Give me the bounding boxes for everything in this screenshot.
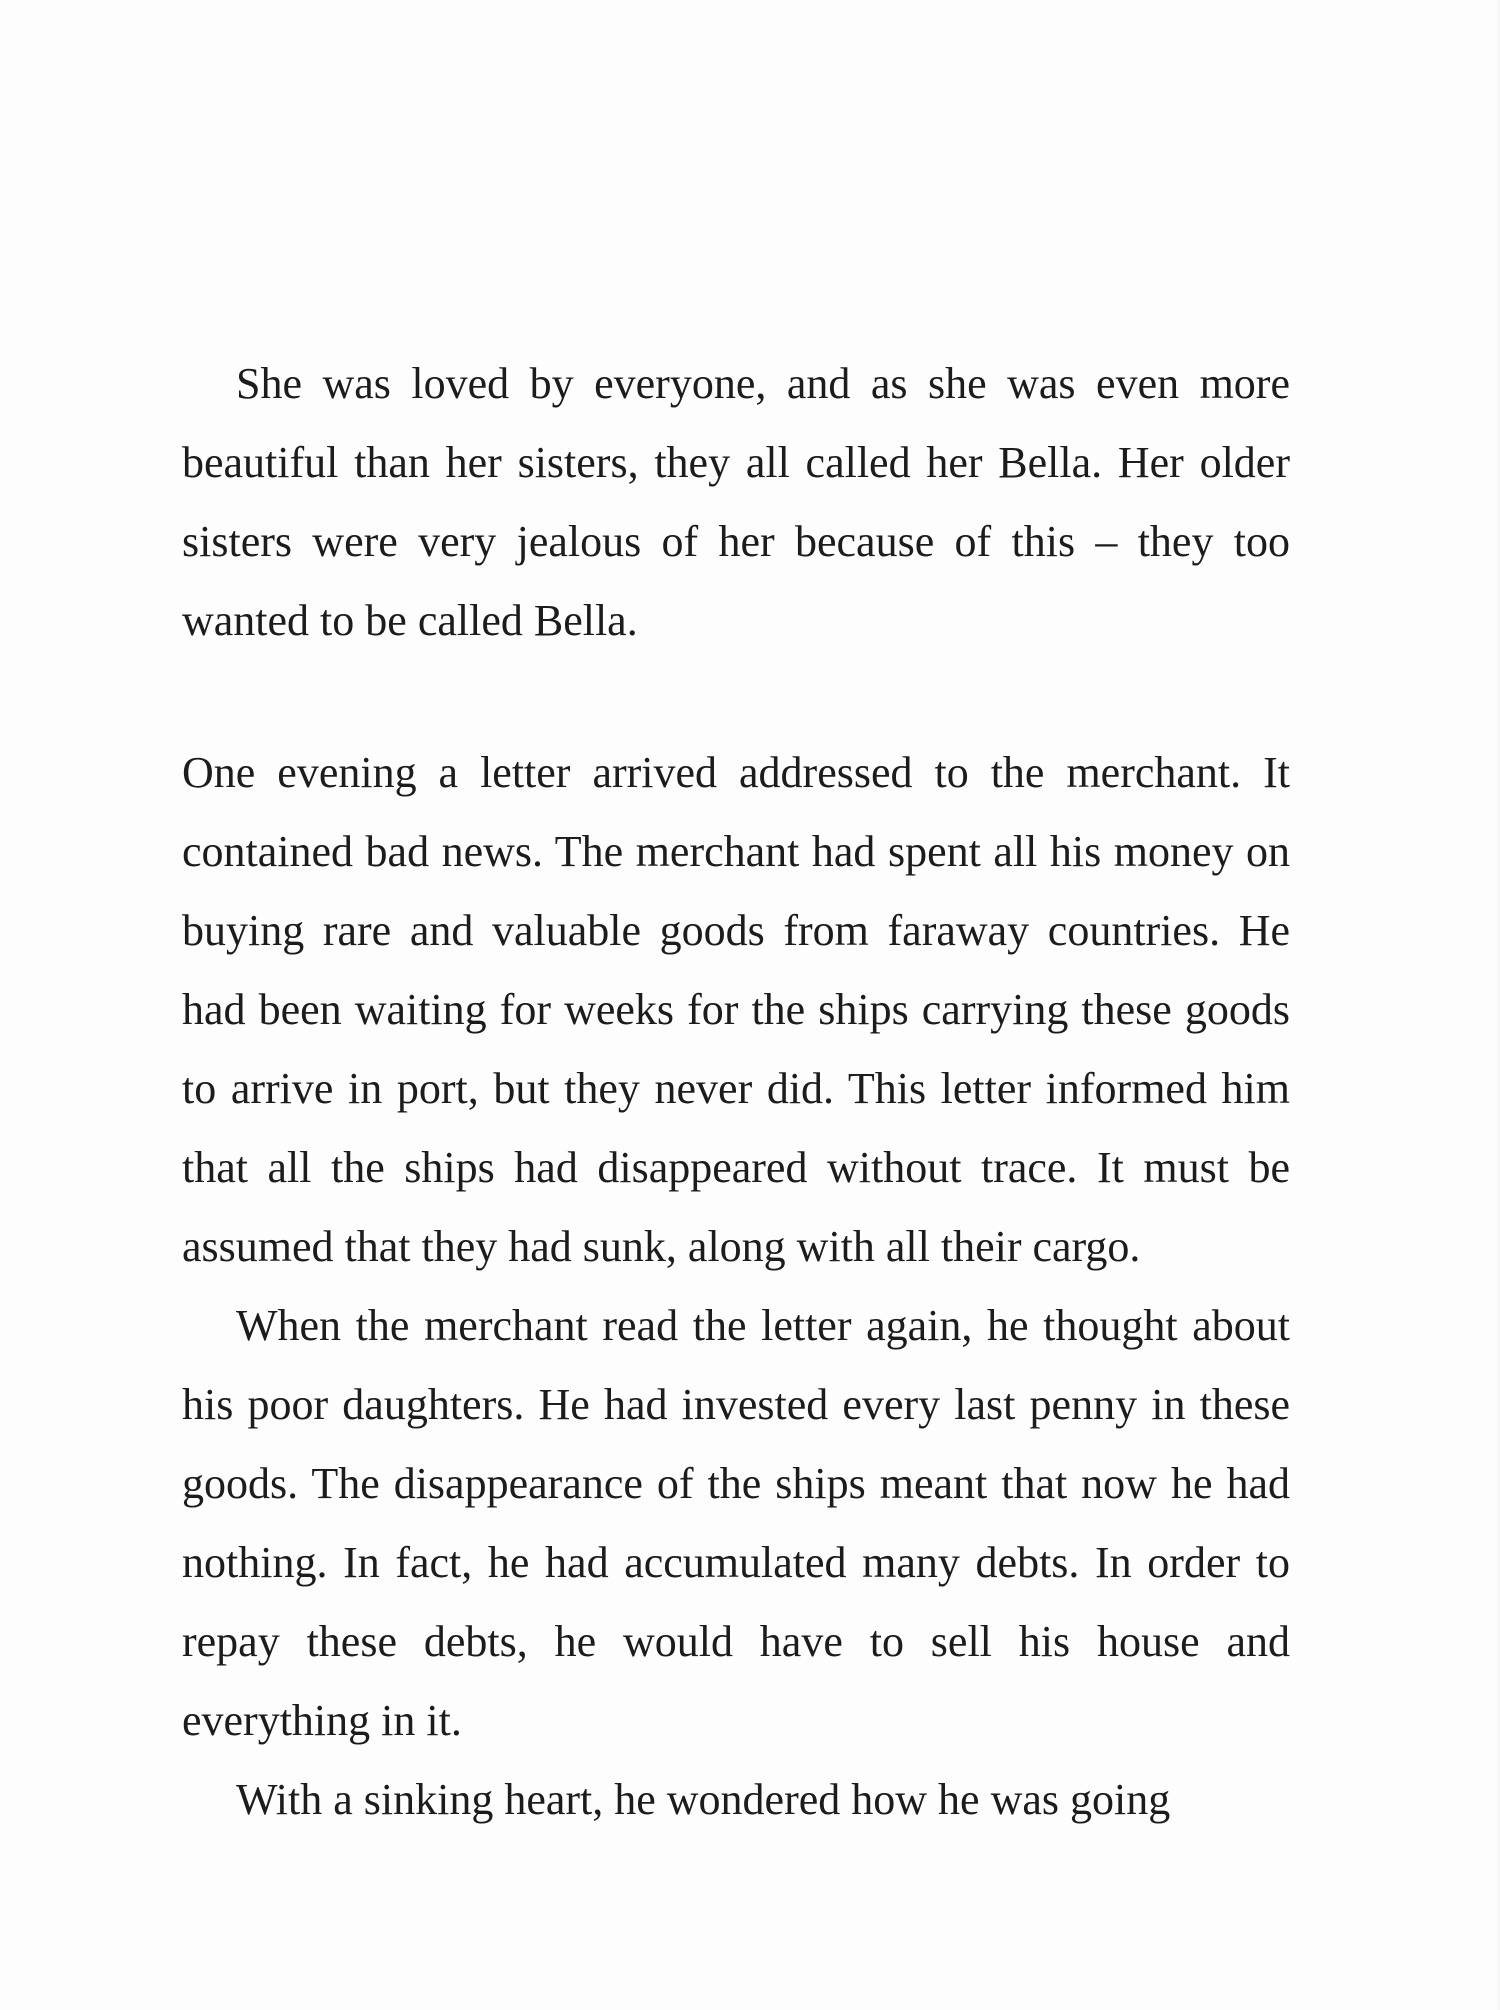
paragraph-sinking-heart: With a sinking heart, he wondered how he was going (236, 1775, 1171, 1824)
page-edge-shadow (1496, 0, 1500, 2010)
paragraph-bella: She was loved by everyone, and as she was even more beautiful than her sisters, they all called her Bella. Her older sisters were very jealous of her because of this – they too wanted to be called Bella. (182, 359, 1290, 645)
paragraph-letter: One evening a letter arrived addressed to the merchant. It contained bad news. The merchant had spent all his money on buying rare and valuable goods from faraway countries. He had been waiting for weeks for the ships carrying these goods to arrive in port, but they never did. This letter informed him that all the ships had disappeared without trace. It must be assumed that they had sunk, along with all their cargo. (182, 748, 1290, 1271)
text-section-2 (182, 733, 1290, 1839)
paragraph-daughters: When the merchant read the letter again, he thought about his poor daughters. He had invested every last penny in these goods. The disappearance of the ships meant that now he had nothing. In fact, he had accumulated many debts. In order to repay these debts, he would have to sell his house and everything in it. (182, 1301, 1290, 1745)
text-section-1 (182, 344, 1290, 660)
